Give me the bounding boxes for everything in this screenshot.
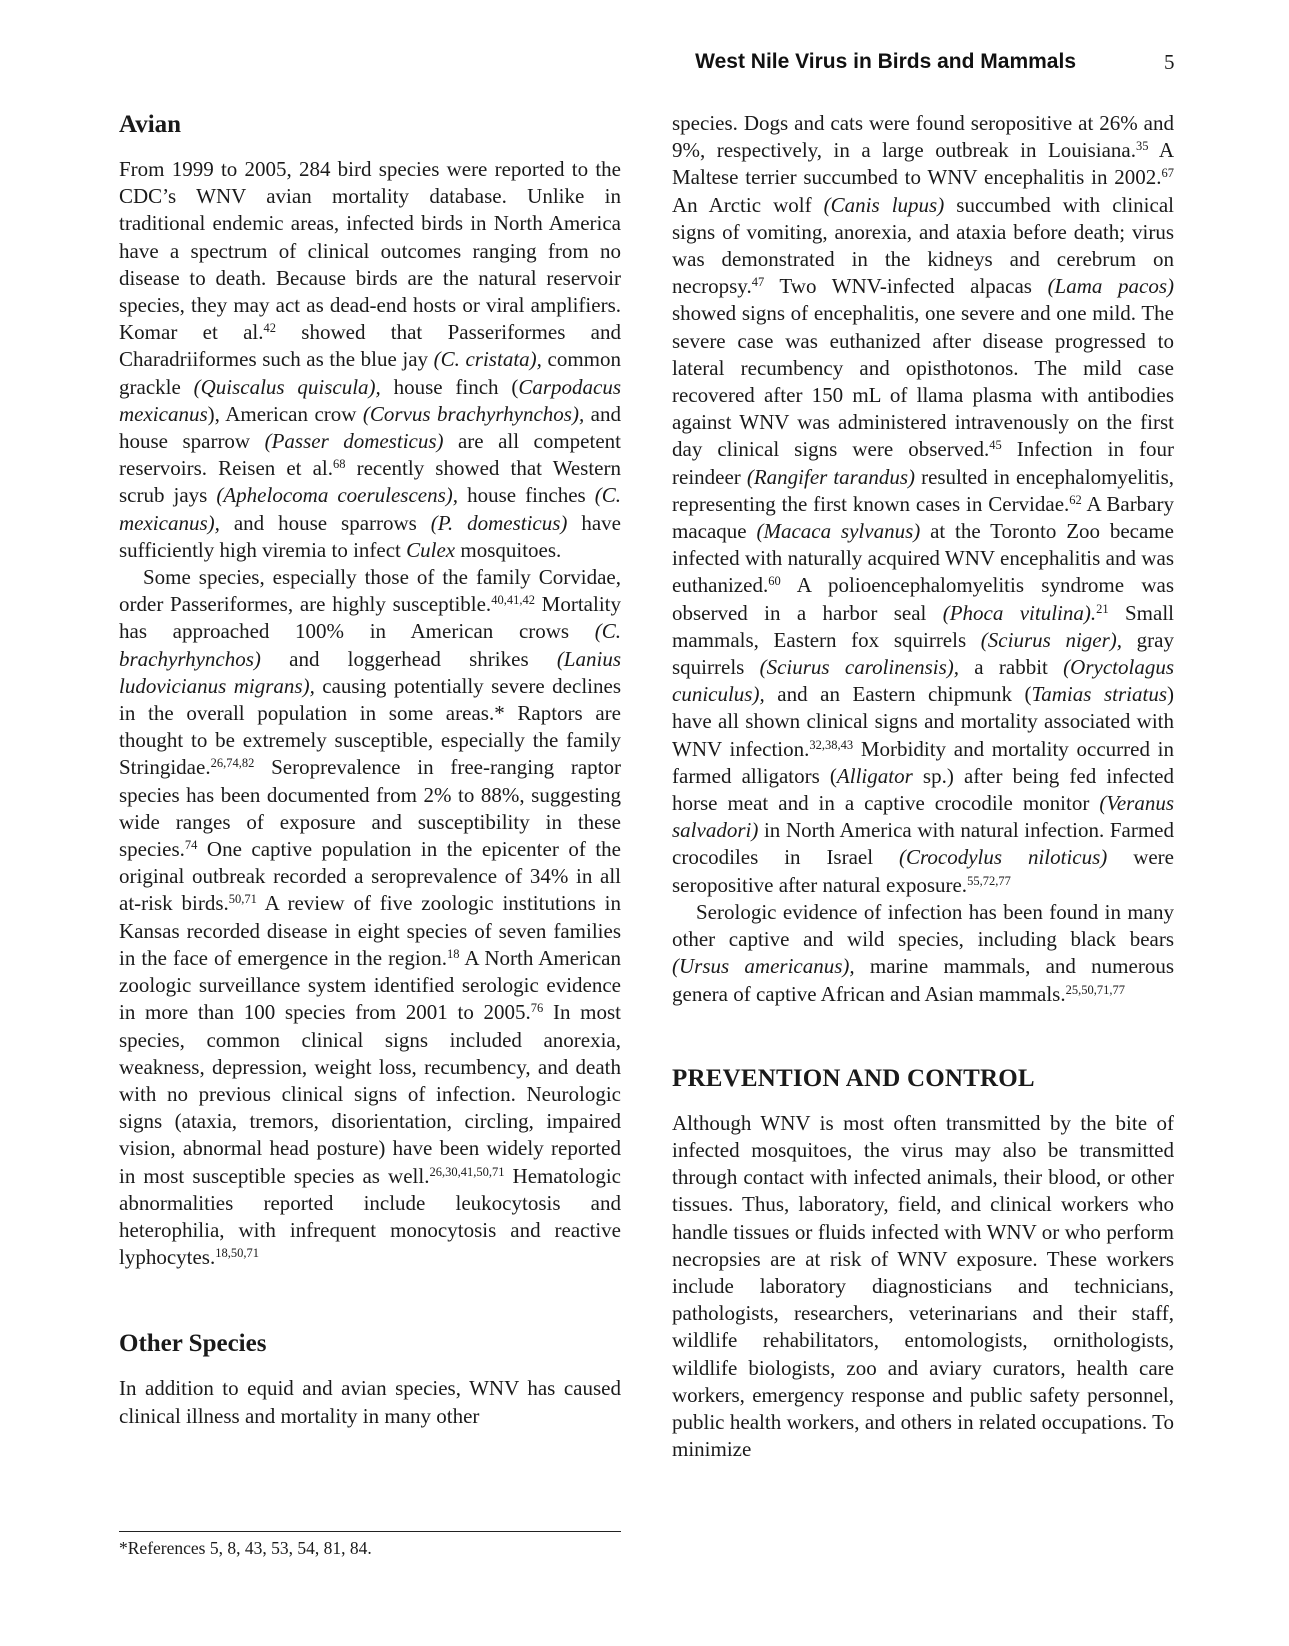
- other-species-paragraph-1: In addition to equid and avian species, WNV has caused clinical illness and mortality in many other: [119, 1376, 621, 1428]
- prevention-heading: PREVENTION AND CONTROL: [672, 1064, 1035, 1092]
- footnote-divider: [119, 1531, 621, 1532]
- avian-paragraph-1: From 1999 to 2005, 284 bird species were reported to the CDC’s WNV avian mortality database. Unlike in traditional endemic areas, infected birds in North America have a spectrum of clinical outcomes ranging from no disease to death. Because birds are the natural reservoir species, they may act as dead-end hosts or viral amplifiers. Komar et al.$^{42}$ showed that Passeriformes and Charadriiformes such as the blue jay (C. cristata), common grackle (Quiscalus quiscula), house finch (Carpodacus mexicanus), American crow (Corvus brachyrhynchos), and house sparrow (Passer domesticus) are all competent reservoirs. Reisen et al.$^{68}$ recently showed that Western scrub jays (Aphelocoma coerulescens), house finches (C. mexicanus), and house sparrows (P. domesticus) have sufficiently high viremia to infect Culex mosquitoes.: [119, 157, 622, 562]
- right-column: [672, 110, 1174, 1463]
- other-species-heading: Other Species: [119, 1330, 267, 1358]
- page-number: 5: [1164, 50, 1175, 74]
- other-species-paragraph-2: Serologic evidence of infection has been found in many other captive and wild species, including black bears (Ursus americanus), marine mammals, and numerous genera of captive African and Asian mammals.$^{25,50,71,77}$: [672, 899, 1174, 1006]
- avian-paragraph-2: Some species, especially those of the family Corvidae, order Passeriformes, are highly susceptible.$^{40,41,42}$ Mortality has approached 100% in American crows (C. brachyrhynchos) and loggerhead shrikes (Lanius ludovicianus migrans), causing potentially severe declines in the overall population in some areas.* Raptors are thought to be extremely susceptible, especially the family Stringidae.$^{26,74,82}$ Seroprevalence in free-ranging raptor species has been documented from 2% to 88%, suggesting wide ranges of exposure and susceptibility in these species.$^{74}$ One captive population in the epicenter of the original outbreak recorded a seroprevalence of 34% in all at-risk birds.$^{50,71}$ A review of five zoologic institutions in Kansas recorded disease in eight species of seven families in the face of emergence in the region.$^{18}$ A North American zoologic surveillance system identified serologic evidence in more than 100 species from 2001 to 2005.76 In most species, common clinical signs included anorexia, weakness, depression, weight loss, recumbency, and death with no previous clinical signs of infection. Neurologic signs (ataxia, tremors, disorientation, circling, impaired vision, abnormal head posture) have been widely reported in most susceptible species as well.$^{26,30,41,50,71}$ Hematologic abnormalities reported include leukocytosis and heterophilia, with infrequent monocytosis and reactive lyphocytes.$^{18,50,71}$: [119, 565, 622, 1270]
- prevention-paragraph-1: Although WNV is most often transmitted by the bite of infected mosquitoes, the virus may also be transmitted through contact with infected animals, their blood, or other tissues. Thus, laboratory, field, and clinical workers who handle tissues or fluids infected with WNV or who perform necropsies are at risk of WNV exposure. These workers include laboratory diagnosticians and technicians, pathologists, researchers, veterinarians and their staff, wildlife rehabilitators, entomologists, ornithologists, wildlife biologists, zoo and aviary curators, health care workers, emergency response and public safety personnel, public health workers, and others in related occupations. To minimize: [672, 1110, 1174, 1462]
- running-head: [0, 48, 1289, 78]
- avian-heading: Avian: [119, 111, 182, 138]
- running-title: West Nile Virus in Birds and Mammals: [695, 50, 1076, 73]
- left-column: [119, 110, 621, 1430]
- footnote: *References 5, 8, 43, 53, 54, 81, 84.: [119, 1538, 372, 1558]
- other-species-paragraph-1-continued: species. Dogs and cats were found seropositive at 26% and 9%, respectively, in a large outbreak in Louisiana.$^{35}$ A Maltese terrier succumbed to WNV encephalitis in 2002.67 An Arctic wolf (Canis lupus) succumbed with clinical signs of vomiting, anorexia, and ataxia before death; virus was demonstrated in the kidneys and cerebrum on necropsy.$^{47}$ Two WNV-infected alpacas (Lama pacos) showed signs of encephalitis, one severe and one mild. The severe case was euthanized after disease progressed to lateral recumbency and opisthotonos. The mild case recovered after 150 mL of llama plasma with antibodies against WNV was administered intravenously on the first day clinical signs were observed.$^{45}$ Infection in four reindeer (Rangifer tarandus) resulted in encephalomyelitis, representing the first known cases in Cervidae.$^{62}$ A Barbary macaque (Macaca sylvanus) at the Toronto Zoo became infected with naturally acquired WNV encephalitis and was euthanized.$^{60}$ A polioencephalomyelitis syndrome was observed in a harbor seal (Phoca vitulina).$^{21}$ Small mammals, Eastern fox squirrels (Sciurus niger), gray squirrels (Sciurus carolinensis), a rabbit (Oryctolagus cuniculus), and an Eastern chipmunk (Tamias striatus) have all shown clinical signs and mortality associated with WNV infection.$^{32,38,43}$ Morbidity and mortality occurred in farmed alligators (Alligator sp.) after being fed infected horse meat and in a captive crocodile monitor (Veranus salvadori) in North America with natural infection. Farmed crocodiles in Israel (Crocodylus niloticus) were seropositive after natural exposure.$^{55,72,77}$: [672, 111, 1174, 897]
